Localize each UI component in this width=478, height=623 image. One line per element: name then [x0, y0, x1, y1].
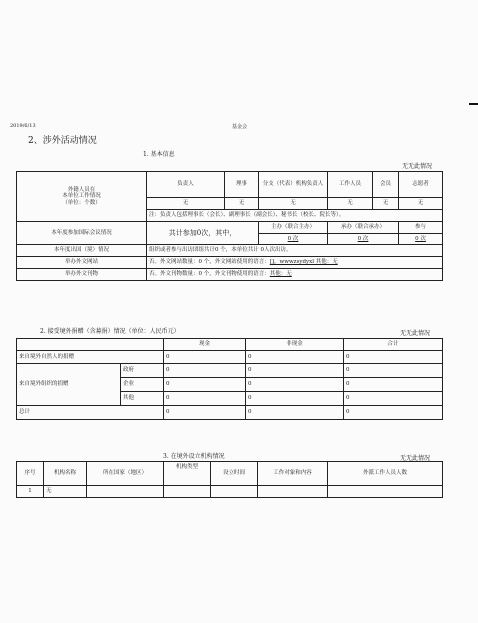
col-head-volunteer: 志愿者 [399, 172, 443, 198]
org-row-staff [328, 486, 443, 498]
col-head-leader: 负责人 [147, 172, 225, 198]
val-leader: 无 [147, 198, 225, 210]
publication-text: 否。外文刊物数量：0 个，外文刊物使用的语言： [149, 271, 270, 278]
val-staff: 无 [328, 198, 373, 210]
abroad-label: 本年度出国（境）情况 [17, 245, 147, 257]
row-individual-total: 0 [344, 351, 443, 364]
part2-title: 2. 接受境外捐赠（含募捐）情况（单位：人民币元） [40, 328, 180, 335]
donation-table [16, 338, 443, 420]
org-head-index: 序号 [17, 462, 44, 486]
col-head-staff: 工作人员 [328, 172, 373, 198]
row-org-label: 来自境外组织的捐赠 [17, 364, 121, 406]
part1-status: 无无此情况 [402, 163, 433, 170]
org-row-work [258, 486, 328, 498]
row-gov-total: 0 [344, 364, 443, 378]
row-sum-cash: 0 [164, 406, 246, 420]
col-head-member: 会员 [373, 172, 399, 198]
publication-label: 举办外文刊物 [17, 269, 147, 281]
row-individual-label: 来自境外自然人的捐赠 [17, 351, 164, 364]
org-head-country: 所在国家（地区） [87, 462, 164, 486]
website-text: 否。外文网站数量：0 个，外文网站使用的语言： [149, 259, 270, 266]
meetings-join-label: 参与 [399, 222, 443, 234]
abroad-text: 组织或者参与出访团组共计0 个，本单位共计 0人次出访。 [147, 245, 443, 257]
row-sum-noncash: 0 [246, 406, 344, 420]
org-head-staff: 外派工作人员人数 [328, 462, 443, 486]
row-enterprise-sub: 企业 [121, 378, 164, 392]
val-volunteer: 无 [399, 198, 443, 210]
publication-language: 其他：无 [269, 271, 292, 278]
col-head-branch-leader: 分支（代表）机构负责人 [259, 172, 328, 198]
row-gov-sub: 政府 [121, 364, 164, 378]
org-row-name: 无 [44, 486, 87, 498]
row-other-sub: 其他 [121, 392, 164, 406]
organization-name: 基金会 [232, 124, 248, 130]
val-member: 无 [373, 198, 399, 210]
row-enterprise-noncash: 0 [246, 378, 344, 392]
col-head-director: 理事 [225, 172, 259, 198]
row-sum-label: 总计 [17, 406, 164, 420]
scan-edge-mark [469, 103, 478, 105]
row-gov-cash: 0 [164, 364, 246, 378]
part2-status: 无无此情况 [400, 330, 431, 337]
row-individual-cash: 0 [164, 351, 246, 364]
donation-head-total: 合计 [344, 339, 443, 351]
org-row-type [164, 486, 211, 498]
meetings-co-value: 0 次 [328, 234, 399, 245]
donation-head-noncash: 非现金 [246, 339, 344, 351]
val-branch-leader: 无 [259, 198, 328, 210]
org-head-work: 工作对象和内容 [258, 462, 328, 486]
meetings-co-label: 承办（联合承办） [328, 222, 399, 234]
meetings-host-label: 主办（联合主办） [259, 222, 328, 234]
basic-info-table [16, 171, 443, 281]
donation-head-blank [17, 339, 164, 351]
section-title: 2、涉外活动情况 [28, 136, 97, 146]
publication-info [147, 269, 443, 281]
meetings-total: 共计参加0次，其中， [147, 222, 259, 245]
website-language: []，wwwzsydyxl 其他：无 [269, 259, 338, 266]
row-other-cash: 0 [164, 392, 246, 406]
staff-note: 注：负责人包括理事长（会长）、副理事长（副会长）、秘书长（校长、院长等）。 [147, 210, 443, 222]
part3-title: 3. 在境外设立机构情况 [163, 453, 225, 460]
org-head-date: 设立时间 [211, 462, 258, 486]
part1-title: 1. 基本信息 [143, 151, 175, 158]
row-enterprise-cash: 0 [164, 378, 246, 392]
org-row-index: 1 [17, 486, 44, 498]
overseas-org-table [16, 461, 443, 498]
foreign-staff-label: 外籍人员在 本单位工作情况 （单位：个数） [17, 172, 147, 222]
row-other-total: 0 [344, 392, 443, 406]
website-label: 举办外文网站 [17, 257, 147, 269]
meetings-join-value: 0 次 [399, 234, 443, 245]
row-individual-noncash: 0 [246, 351, 344, 364]
part3-status: 无无此情况 [400, 455, 431, 462]
row-gov-noncash: 0 [246, 364, 344, 378]
meetings-label: 本年度参加国际会议情况 [17, 222, 147, 245]
org-row-date [211, 486, 258, 498]
meetings-host-value: 0 次 [259, 234, 328, 245]
val-director: 无 [225, 198, 259, 210]
org-head-name: 机构名称 [44, 462, 87, 486]
org-head-type: 机构类型 [164, 462, 211, 486]
donation-head-cash: 现金 [164, 339, 246, 351]
row-sum-total: 0 [344, 406, 443, 420]
org-row-country [87, 486, 164, 498]
print-date: 2019/6/13 [10, 123, 36, 129]
row-other-noncash: 0 [246, 392, 344, 406]
website-info [147, 257, 443, 269]
row-enterprise-total: 0 [344, 378, 443, 392]
